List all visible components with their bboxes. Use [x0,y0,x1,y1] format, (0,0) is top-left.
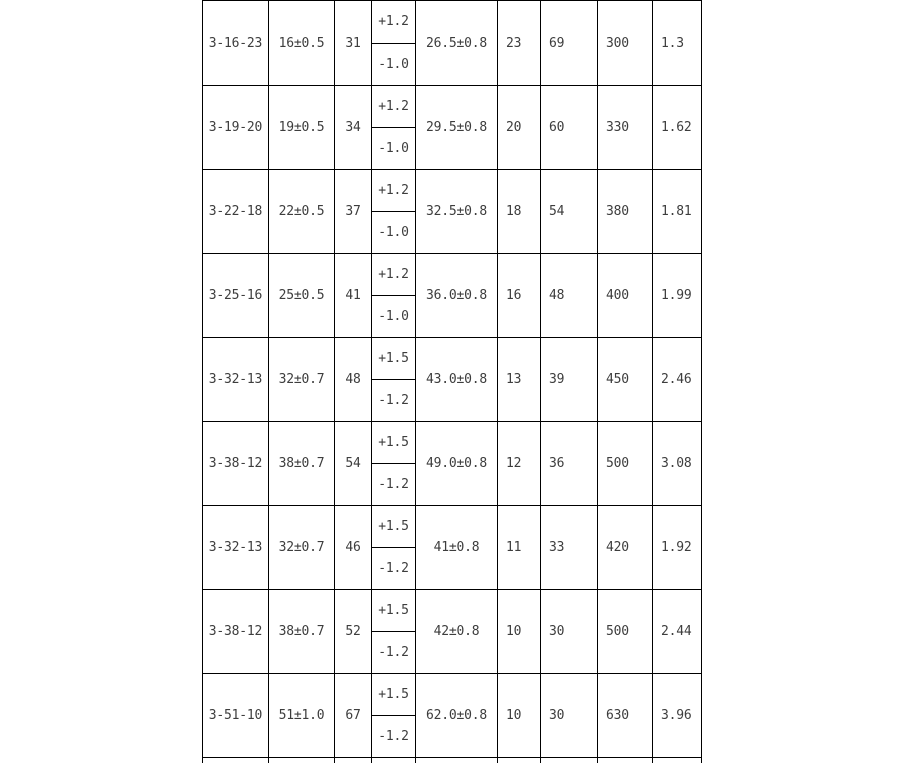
cell-plus-minus-tolerance [372,170,416,253]
cell-model-code: 3-38-12 [203,422,269,505]
cell-model-code: 3-25-16 [203,254,269,337]
cell-value [498,758,541,763]
cell-plus-minus-tolerance [372,590,416,673]
cell-value: 1.99 [661,288,692,303]
cell-value: 33 [541,506,598,589]
cell-value: 48 [541,254,598,337]
cell-value: 10 [498,674,541,757]
cell-plus-minus-tolerance [372,254,416,337]
cell-value: 48 [335,338,372,421]
cell-value: 30 [541,674,598,757]
cell-value: 330 [598,86,653,169]
cell-dim-tolerance: 19±0.5 [269,86,335,169]
cell-size-tolerance [416,758,498,763]
cell-plus-minus-tolerance [372,506,416,589]
tolerance-lower: -1.2 [378,645,409,660]
cell-value: 1.81 [661,204,692,219]
cell-value: 54 [541,170,598,253]
cell-value: 500 [598,590,653,673]
cell-model-code: 3-32-13 [203,338,269,421]
cell-value: 12 [498,422,541,505]
table-row [203,170,701,254]
cell-size-tolerance: 36.0±0.8 [416,254,498,337]
cell-plus-minus-tolerance [372,338,416,421]
cell-dim-tolerance [269,758,335,763]
cell-model-code: 3-19-20 [203,86,269,169]
tolerance-upper: +1.5 [372,422,415,464]
cell-value: 300 [598,1,653,85]
spec-table [202,0,702,763]
cell-value: 630 [598,674,653,757]
tolerance-upper: +1.5 [372,674,415,716]
cell-value: 380 [598,170,653,253]
table-row [203,0,701,86]
cell-value: 500 [598,422,653,505]
cell-model-code: 3-38-12 [203,590,269,673]
cell-value: 39 [541,338,598,421]
cell-plus-minus-tolerance [372,422,416,505]
cell-value: 2.46 [661,372,692,387]
cell-value: 1.62 [661,120,692,135]
cell-value [541,758,598,763]
cell-size-tolerance: 32.5±0.8 [416,170,498,253]
cell-value: 67 [335,674,372,757]
cell-value: 3.96 [661,708,692,723]
cell-value: 420 [598,506,653,589]
cell-size-tolerance: 49.0±0.8 [416,422,498,505]
cell-value: 13 [498,338,541,421]
cell-plus-minus-tolerance [372,86,416,169]
cell-value: 31 [335,1,372,85]
table-row [203,506,701,590]
cell-value: 37 [335,170,372,253]
tolerance-upper: +1.5 [372,338,415,380]
cell-value: 20 [498,86,541,169]
cell-value: 3.08 [661,456,692,471]
tolerance-upper: +1.2 [372,170,415,212]
tolerance-upper [372,758,415,763]
tolerance-upper: +1.2 [372,1,415,44]
table-row [203,674,701,758]
cell-value: 10 [498,590,541,673]
tolerance-lower: -1.2 [378,561,409,576]
tolerance-lower: -1.0 [378,309,409,324]
tolerance-upper: +1.5 [372,590,415,632]
cell-value: 34 [335,86,372,169]
cell-dim-tolerance: 25±0.5 [269,254,335,337]
cell-dim-tolerance: 16±0.5 [269,1,335,85]
table-row [203,86,701,170]
cell-value: 18 [498,170,541,253]
table-row [203,590,701,674]
cell-size-tolerance: 26.5±0.8 [416,1,498,85]
cell-value: 46 [335,506,372,589]
cell-dim-tolerance: 51±1.0 [269,674,335,757]
cell-size-tolerance: 29.5±0.8 [416,86,498,169]
cell-value: 52 [335,590,372,673]
tolerance-lower: -1.2 [378,393,409,408]
cell-value: 36 [541,422,598,505]
cell-model-code: 3-22-18 [203,170,269,253]
cell-value: 16 [498,254,541,337]
cell-dim-tolerance: 32±0.7 [269,338,335,421]
tolerance-upper: +1.2 [372,86,415,128]
cell-value: 1.92 [661,540,692,555]
tolerance-lower: -1.2 [378,477,409,492]
cell-value: 400 [598,254,653,337]
table-row [203,422,701,506]
cell-model-code: 3-32-13 [203,506,269,589]
cell-model-code [203,758,269,763]
tolerance-lower: -1.2 [378,729,409,744]
cell-value: 60 [541,86,598,169]
cell-plus-minus-tolerance [372,758,416,763]
tolerance-upper: +1.5 [372,506,415,548]
cell-model-code: 3-51-10 [203,674,269,757]
cell-value: 1.3 [661,35,684,51]
cell-dim-tolerance: 38±0.7 [269,422,335,505]
cell-value: 450 [598,338,653,421]
tolerance-upper: +1.2 [372,254,415,296]
cell-size-tolerance: 42±0.8 [416,590,498,673]
tolerance-lower: -1.0 [378,56,409,72]
table-row [203,338,701,422]
cell-size-tolerance: 41±0.8 [416,506,498,589]
cell-dim-tolerance: 32±0.7 [269,506,335,589]
cell-size-tolerance: 62.0±0.8 [416,674,498,757]
cell-value: 30 [541,590,598,673]
cell-value: 11 [498,506,541,589]
cell-value: 41 [335,254,372,337]
cell-dim-tolerance: 22±0.5 [269,170,335,253]
cell-value [335,758,372,763]
cell-plus-minus-tolerance [372,674,416,757]
table-row [203,254,701,338]
cell-value: 2.44 [661,624,692,639]
table-row-partial [203,758,701,763]
tolerance-lower: -1.0 [378,225,409,240]
cell-dim-tolerance: 38±0.7 [269,590,335,673]
cell-value: 69 [541,1,598,85]
cell-value: 23 [498,1,541,85]
tolerance-lower: -1.0 [378,141,409,156]
cell-value [653,758,701,763]
cell-model-code: 3-16-23 [203,1,269,85]
cell-value: 54 [335,422,372,505]
cell-plus-minus-tolerance [372,1,416,85]
cell-size-tolerance: 43.0±0.8 [416,338,498,421]
cell-value [598,758,653,763]
